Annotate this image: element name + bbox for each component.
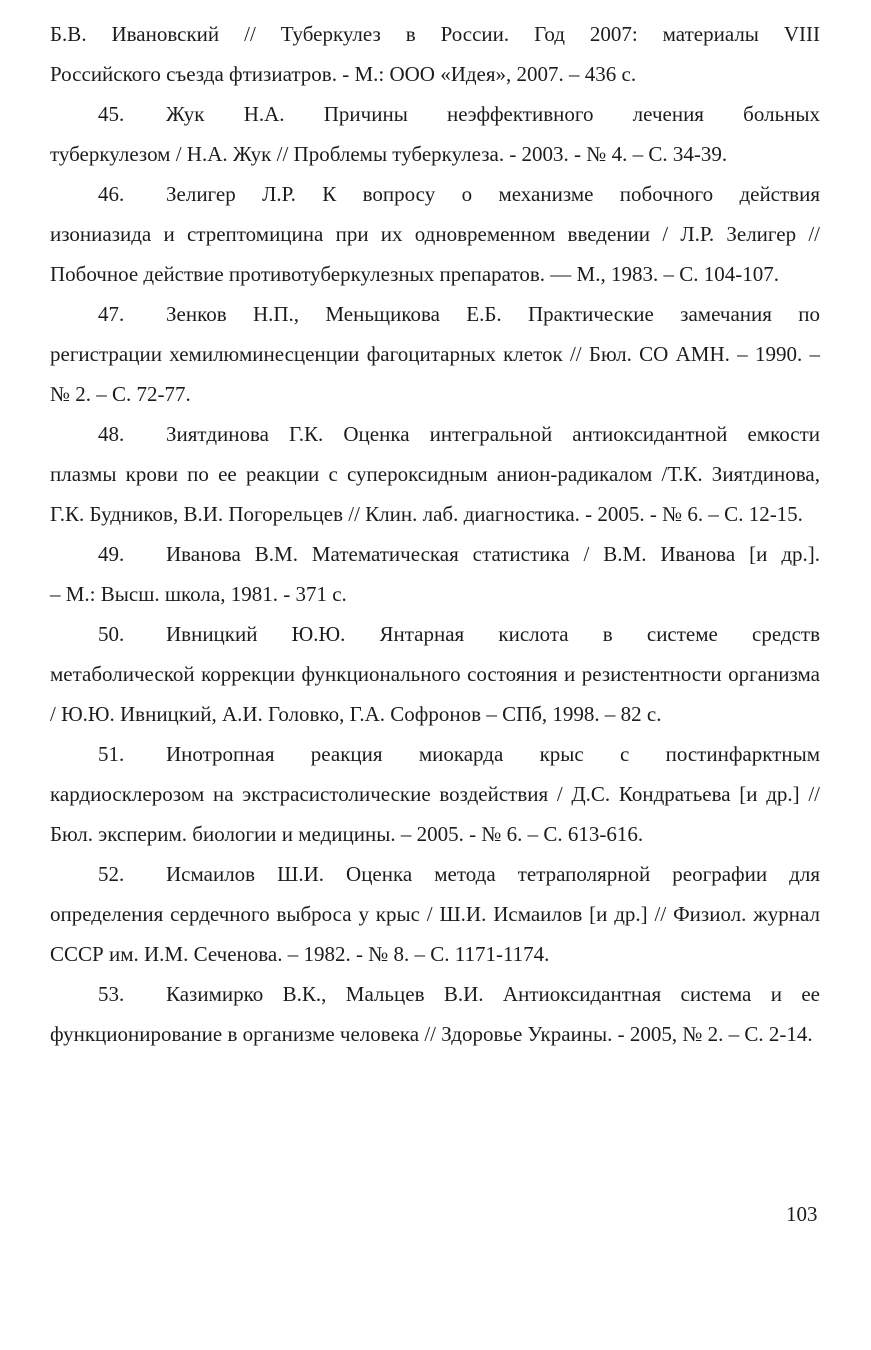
reference-first-line xyxy=(50,974,820,1014)
reference-number: 47. xyxy=(98,302,125,326)
reference-entry xyxy=(50,174,820,294)
reference-first-line xyxy=(50,94,820,134)
reference-continuation xyxy=(50,14,820,94)
reference-title-start: Ивницкий Ю.Ю. Янтарная кислота в системе средств xyxy=(166,622,820,646)
reference-text: функционирование в организме человека // Здоровье Украины. - 2005, № 2. – С. 2-14. xyxy=(50,1022,813,1046)
reference-first-line xyxy=(50,414,820,454)
reference-entry xyxy=(50,734,820,854)
reference-title-start: Казимирко В.К., Мальцев В.И. Антиоксидантная система и ее xyxy=(166,982,820,1006)
reference-number: 45. xyxy=(98,102,125,126)
reference-entry xyxy=(50,974,820,1054)
reference-number: 48. xyxy=(98,422,125,446)
reference-number: 52. xyxy=(98,862,125,886)
reference-title-start: Зелигер Л.Р. К вопросу о механизме побочного действия xyxy=(166,182,820,206)
reference-title-start: Жук Н.А. Причины неэффективного лечения больных xyxy=(166,102,820,126)
continuation-line: Б.В. Ивановский // Туберкулез в России. Год 2007: материалы VIII xyxy=(50,22,820,46)
reference-first-line xyxy=(50,294,820,334)
reference-first-line xyxy=(50,534,820,574)
reference-title-start: Зиятдинова Г.К. Оценка интегральной антиоксидантной емкости xyxy=(166,422,820,446)
continuation-line: Российского съезда фтизиатров. - М.: ООО «Идея», 2007. – 436 с. xyxy=(50,62,637,86)
reference-text: изониазида и стрептомицина при их одновременном введении / Л.Р. Зелигер // Побочное действие противотуберкулезных препаратов. — М., 1983. – С. 104-107. xyxy=(50,222,820,286)
reference-number: 46. xyxy=(98,182,125,206)
reference-number: 51. xyxy=(98,742,125,766)
reference-entry xyxy=(50,534,820,614)
reference-first-line xyxy=(50,614,820,654)
reference-first-line xyxy=(50,734,820,774)
reference-entry xyxy=(50,294,820,414)
reference-title-start: Зенков Н.П., Меньщикова Е.Б. Практические замечания по xyxy=(166,302,820,326)
reference-text: регистрации хемилюминесценции фагоцитарных клеток // Бюл. СО АМН. – 1990. – № 2. – С. 72-77. xyxy=(50,342,820,406)
reference-list xyxy=(50,14,820,1054)
reference-text: кардиосклерозом на экстрасистолические воздействия / Д.С. Кондратьева [и др.] // Бюл. эксперим. биологии и медицины. – 2005. - № 6. – С. 613-616. xyxy=(50,782,820,846)
page-number: 103 xyxy=(786,1202,818,1226)
reference-title-start: Исмаилов Ш.И. Оценка метода тетраполярной реографии для xyxy=(166,862,820,886)
reference-first-line xyxy=(50,174,820,214)
reference-first-line xyxy=(50,854,820,894)
reference-text: туберкулезом / Н.А. Жук // Проблемы туберкулеза. - 2003. - № 4. – С. 34-39. xyxy=(50,142,728,166)
reference-entry xyxy=(50,94,820,174)
reference-entry xyxy=(50,614,820,734)
reference-entry xyxy=(50,854,820,974)
reference-number: 49. xyxy=(98,542,125,566)
reference-text: – М.: Высш. школа, 1981. - 371 с. xyxy=(50,582,347,606)
reference-entry xyxy=(50,414,820,534)
reference-number: 50. xyxy=(98,622,125,646)
reference-title-start: Иванова В.М. Математическая статистика / В.М. Иванова [и др.]. xyxy=(166,542,820,566)
reference-text: плазмы крови по ее реакции с супероксидным анион-радикалом /Т.К. Зиятдинова, Г.К. Будников, В.И. Погорельцев // Клин. лаб. диагностика. - 2005. - № 6. – С. 12-15. xyxy=(50,462,820,526)
reference-number: 53. xyxy=(98,982,125,1006)
reference-text: определения сердечного выброса у крыс / Ш.И. Исмаилов [и др.] // Физиол. журнал СССР им. И.М. Сеченова. – 1982. - № 8. – С. 1171-1174. xyxy=(50,902,820,966)
reference-text: метаболической коррекции функционального состояния и резистентности организма / Ю.Ю. Ивницкий, А.И. Головко, Г.А. Софронов – СПб, 1998. – 82 с. xyxy=(50,662,820,726)
reference-title-start: Инотропная реакция миокарда крыс с постинфарктным xyxy=(166,742,820,766)
